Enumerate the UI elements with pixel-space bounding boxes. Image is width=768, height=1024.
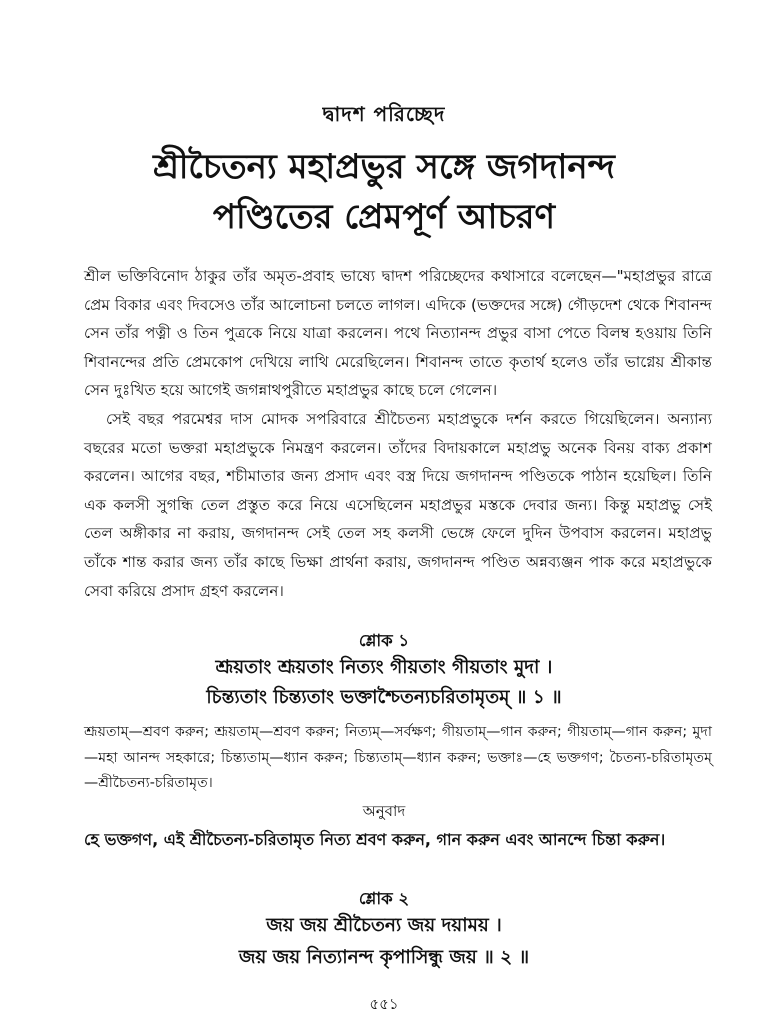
translation-heading: অনুবাদ <box>362 802 406 820</box>
sloka-1-line-1: শ্রূয়তাং শ্রূয়তাং নিত্যং গীয়তাং গীয়তাং মুদা । <box>215 657 553 678</box>
sloka-2-line-1: জয় জয় শ্রীচৈতন্য জয় দয়াময় । <box>266 915 502 936</box>
chapter-summary <box>84 262 712 605</box>
summary-paragraph-2: সেই বছর পরমেশ্বর দাস মোদক সপরিবারে শ্রীচৈতন্য মহাপ্রভুকে দর্শন করতে গিয়েছিলেন। অন্যান্য বছরের মতো ভক্তরা মহাপ্রভুকে নিমন্ত্রণ করলেন। তাঁদের বিদায়কালে মহাপ্রভু অনেক বিনয় বাক্য প্রকাশ করলেন। আগের বছর, শচীমাতার জন্য প্রসাদ এবং বস্ত্র দিয়ে জগদানন্দ পণ্ডিতকে পাঠান হয়েছিল। তিনি এক কলসী সুগন্ধি তেল প্রস্তুত করে নিয়ে এসেছিলেন মহাপ্রভুর মস্তকে দেবার জন্য। কিন্তু মহাপ্রভু সেই তেল অঙ্গীকার না করায়, জগদানন্দ সেই তেল সহ কলসী ভেঙ্গে ফেলে দুদিন উপবাস করলেন। মহাপ্রভু তাঁকে শান্ত করার জন্য তাঁর কাছে ভিক্ষা প্রার্থনা করায়, জগদানন্দ পণ্ডিত অন্নব্যঞ্জন পাক করে মহাপ্রভুকে সেবা করিয়ে প্রসাদ গ্রহণ করলেন। <box>84 409 712 600</box>
sloka-1-line-2: চিন্ত্যতাং চিন্ত্যতাং ভক্তাশ্চৈতন্যচরিতামৃতম্ ॥ ১ ॥ <box>206 687 562 708</box>
sloka-1-heading: শ্লোক ১ <box>358 631 410 650</box>
page-number: ৫৫১ <box>369 995 399 1013</box>
summary-paragraph-1: শ্রীল ভক্তিবিনোদ ঠাকুর তাঁর অমৃত-প্রবাহ ভাষ্যে দ্বাদশ পরিচ্ছেদের কথাসারে বলেছেন—"মহাপ্রভুর রাত্রে প্রেম বিকার এবং দিবসেও তাঁর আলোচনা চলতে লাগল। এদিকে (ভক্তদের সঙ্গে) গৌড়দেশ থেকে শিবানন্দ সেন তাঁর পত্নী ও তিন পুত্রকে নিয়ে যাত্রা করলেন। পথে নিত্যানন্দ প্রভুর বাসা পেতে বিলম্ব হওয়ায় তিনি শিবানন্দের প্রতি প্রেমকোপ দেখিয়ে লাথি মেরেছিলেন। শিবানন্দ তাতে কৃতার্থ হলেও তাঁর ভাগ্নেয় শ্রীকান্ত সেন দুঃখিত হয়ে আগেই জগন্নাথপুরীতে মহাপ্রভুর কাছে চলে গেলেন। <box>84 267 712 400</box>
sloka-2-heading: শ্লোক ২ <box>358 889 410 908</box>
chapter-heading: দ্বাদশ পরিচ্ছেদ <box>322 102 446 126</box>
word-meanings: শ্রূয়তাম্—শ্রবণ করুন; শ্রূয়তাম্—শ্রবণ করুন; নিত্যম্—সর্বক্ষণ; গীয়তাম্—গান করুন; গীয়তাম্—গান করুন; মুদা—মহা আনন্দ সহকারে; চিন্ত্যতাম্—ধ্যান করুন; চিন্ত্যতাম্—ধ্যান করুন; ভক্তাঃ—হে ভক্তগণ; চৈতন্য-চরিতামৃতম্—শ্রীচৈতন্য-চরিতামৃত। <box>84 724 712 791</box>
chapter-title-line-2: পণ্ডিতের প্রেমপূর্ণ আচরণ <box>212 197 556 237</box>
translation-text: হে ভক্তগণ, এই শ্রীচৈতন্য-চরিতামৃত নিত্য শ্রবণ করুন, গান করুন এবং আনন্দে চিন্তা করুন। <box>84 830 666 849</box>
sloka-2-line-2: জয় জয় নিত্যানন্দ কৃপাসিন্ধু জয় ॥ ২ ॥ <box>238 947 530 968</box>
chapter-title-line-1: শ্রীচৈতন্য মহাপ্রভুর সঙ্গে জগদানন্দ <box>153 147 615 187</box>
